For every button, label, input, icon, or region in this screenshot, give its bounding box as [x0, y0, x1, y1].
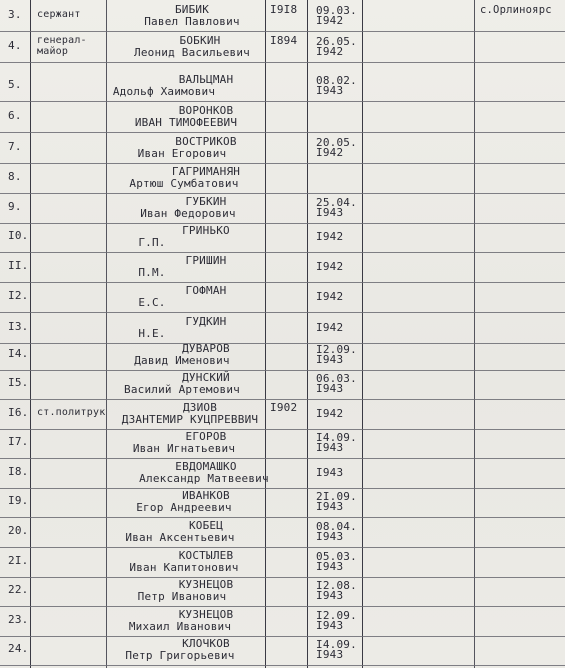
surname: ГОФМАН	[185, 284, 227, 297]
given-name: ИВАН ТИМОФЕЕВИЧ	[134, 116, 238, 129]
death-year: I942	[316, 146, 344, 159]
row-divider	[0, 163, 565, 164]
surname: ВОРОНКОВ	[178, 104, 234, 117]
given-name: П.М.	[138, 266, 166, 279]
death-year: I943	[316, 500, 344, 513]
row-divider	[0, 606, 565, 607]
surname: ДУВАРОВ	[182, 342, 230, 355]
given-name: Петр Иванович	[137, 590, 227, 603]
surname: ГАГРИМАНЯН	[171, 165, 241, 178]
death-year: I943	[316, 84, 344, 97]
death-date: I942	[316, 321, 344, 334]
death-date: I2.09.	[316, 609, 357, 622]
death-date: I2.09.	[316, 343, 357, 356]
given-name: Петр Григорьевич	[125, 649, 235, 662]
row-divider	[0, 343, 565, 344]
death-date: 09.03.	[316, 4, 357, 17]
given-name: Г.П.	[138, 236, 166, 249]
row-number: 5.	[8, 78, 22, 91]
death-year: I943	[316, 353, 344, 366]
death-year: I943	[316, 530, 344, 543]
row-number: 6.	[8, 109, 22, 122]
row-divider	[0, 193, 565, 194]
row-number: I6.	[8, 406, 29, 419]
row-number: 23.	[8, 613, 29, 626]
given-name: Михаил Иванович	[128, 620, 232, 633]
given-name: Давид Именович	[134, 354, 230, 367]
row-divider	[0, 101, 565, 102]
surname: БОБКИН	[179, 34, 221, 47]
surname: ГРИШИН	[185, 254, 227, 267]
row-number: 7.	[8, 140, 22, 153]
given-name: Александр Матвеевич	[139, 472, 269, 485]
row-number: I7.	[8, 435, 29, 448]
death-date: 25.04.	[316, 196, 357, 209]
given-name: Леонид Васильевич	[134, 46, 250, 59]
row-divider	[0, 223, 565, 224]
surname: ГУБКИН	[185, 195, 227, 208]
surname: ДУНСКИЙ	[182, 371, 230, 384]
death-date: 08.02.	[316, 74, 357, 87]
death-date: I942	[316, 260, 344, 273]
surname: ЕВДОМАШКО	[175, 460, 237, 473]
row-number: I4.	[8, 347, 29, 360]
row-divider	[0, 665, 565, 666]
given-name: ДЗАНТЕМИР КУЦПРЕВВИЧ	[121, 413, 259, 426]
row-divider	[0, 488, 565, 489]
row-divider	[0, 312, 565, 313]
row-number: I0.	[8, 229, 29, 242]
row-number: 24.	[8, 642, 29, 655]
row-divider	[0, 517, 565, 518]
death-year: I942	[316, 45, 344, 58]
row-number: 4.	[8, 39, 22, 52]
row-divider	[0, 31, 565, 32]
given-name: Иван Федорович	[140, 207, 236, 220]
death-date: I942	[316, 407, 344, 420]
row-divider	[0, 547, 565, 548]
row-number: 8.	[8, 170, 22, 183]
surname: ЕГОРОВ	[185, 430, 227, 443]
row-divider	[0, 399, 565, 400]
row-number: 9.	[8, 200, 22, 213]
death-year: I943	[316, 382, 344, 395]
given-name: Павел Павлович	[144, 15, 240, 28]
military-rank: генерал-	[37, 35, 87, 46]
given-name: Е.С.	[138, 296, 166, 309]
given-name: Иван Капитонович	[129, 561, 239, 574]
row-number: 20.	[8, 524, 29, 537]
given-name: Адольф Хаимович	[112, 85, 216, 98]
surname: ИВАНКОВ	[182, 489, 230, 502]
given-name: Егор Андреевич	[136, 501, 232, 514]
row-divider	[0, 252, 565, 253]
given-name: Иван Игнатьевич	[132, 442, 236, 455]
surname: КОБЕЦ	[188, 519, 224, 532]
military-rank-cont: майор	[37, 46, 69, 57]
death-date: 26.05.	[316, 35, 357, 48]
death-date: 2I.09.	[316, 490, 357, 503]
surname: КЛОЧКОВ	[182, 637, 230, 650]
surname: ГРИНЬКО	[182, 224, 230, 237]
death-date: I2.08.	[316, 579, 357, 592]
given-name: Иван Егорович	[137, 147, 227, 160]
death-date: I4.09.	[316, 431, 357, 444]
surname: БИБИК	[174, 3, 210, 16]
birth-year: I894	[270, 34, 298, 47]
surname: КУЗНЕЦОВ	[178, 578, 234, 591]
death-year: I943	[316, 648, 344, 661]
surname: КОСТЫЛЕВ	[178, 549, 234, 562]
death-year: I943	[316, 589, 344, 602]
death-date: I4.09.	[316, 638, 357, 651]
surname: ВАЛЬЦМАН	[178, 73, 234, 86]
death-date: 20.05.	[316, 136, 357, 149]
row-divider	[0, 132, 565, 133]
row-divider	[0, 370, 565, 371]
row-number: I8.	[8, 465, 29, 478]
row-divider	[0, 458, 565, 459]
death-date: I942	[316, 290, 344, 303]
military-rank: сержант	[37, 9, 81, 20]
death-date: I942	[316, 230, 344, 243]
row-divider	[0, 62, 565, 63]
row-number: I3.	[8, 320, 29, 333]
surname: ГУДКИН	[185, 315, 227, 328]
given-name: Иван Аксентьевич	[125, 531, 235, 544]
row-divider	[0, 282, 565, 283]
surname: КУЗНЕЦОВ	[178, 608, 234, 621]
military-rank: ст.политрук	[37, 407, 106, 418]
death-year: I942	[316, 14, 344, 27]
row-number: II.	[8, 259, 29, 272]
death-year: I943	[316, 441, 344, 454]
row-divider	[0, 429, 565, 430]
given-name: Василий Артемович	[124, 383, 240, 396]
death-date: I943	[316, 466, 344, 479]
surname: ДЗИОВ	[182, 401, 218, 414]
death-date: 08.04.	[316, 520, 357, 533]
birth-year: I9I8	[270, 3, 298, 16]
row-number: I2.	[8, 289, 29, 302]
row-divider	[0, 636, 565, 637]
row-number: 22.	[8, 583, 29, 596]
surname: ВОСТРИКОВ	[175, 135, 237, 148]
given-name: Н.Е.	[138, 327, 166, 340]
death-date: 05.03.	[316, 550, 357, 563]
birth-year: I902	[270, 401, 298, 414]
row-number: I9.	[8, 494, 29, 507]
burial-place: с.Орлиноярс	[480, 4, 552, 16]
row-number: I5.	[8, 376, 29, 389]
row-number: 2I.	[8, 554, 29, 567]
death-year: I943	[316, 619, 344, 632]
death-year: I943	[316, 560, 344, 573]
death-year: I943	[316, 206, 344, 219]
row-number: 3.	[8, 8, 22, 21]
row-divider	[0, 577, 565, 578]
death-date: 06.03.	[316, 372, 357, 385]
given-name: Артюш Сумбатович	[129, 177, 239, 190]
